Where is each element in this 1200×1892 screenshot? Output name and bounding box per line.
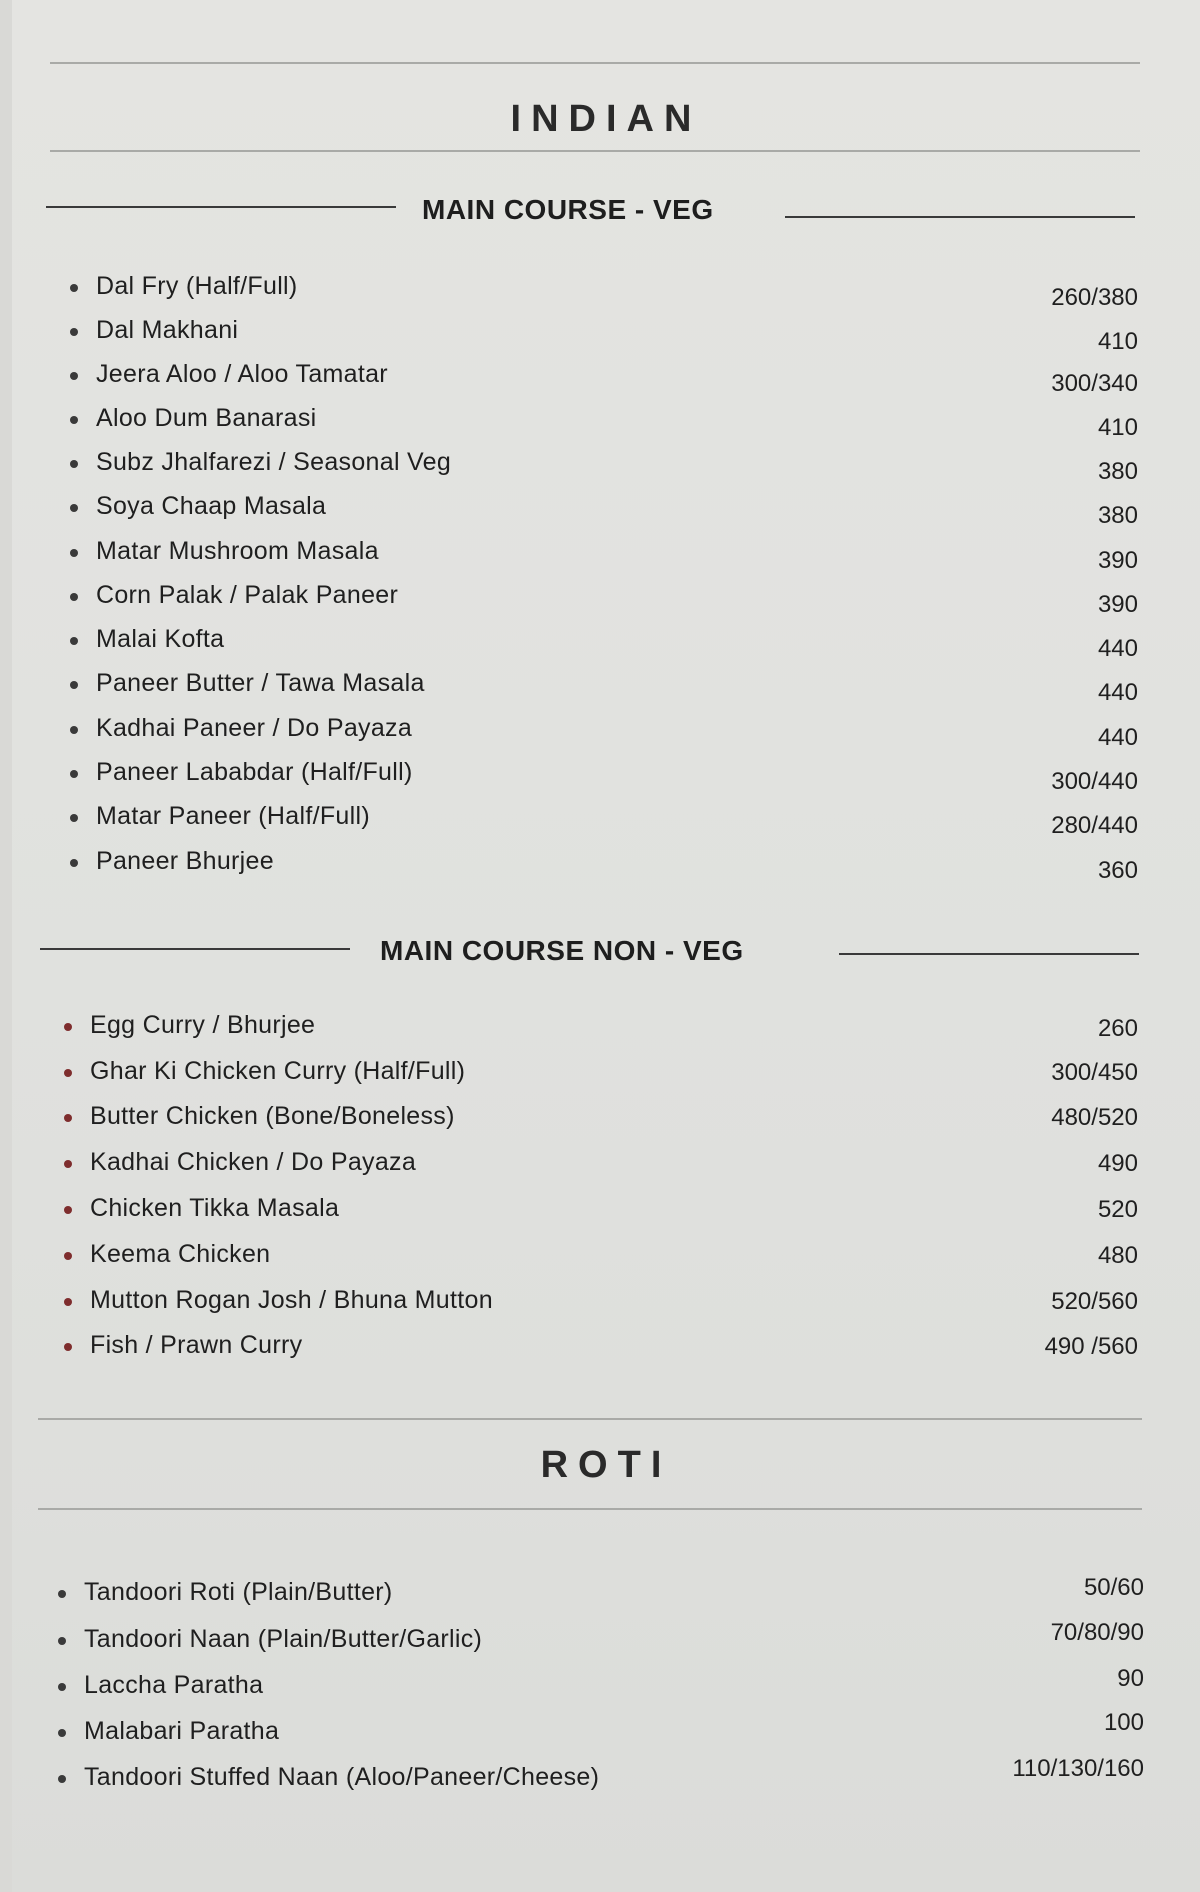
list-item [70, 444, 1138, 484]
dish-name: Tandoori Roti (Plain/Butter) [84, 1578, 393, 1606]
dish-name: Soya Chaap Masala [96, 492, 327, 520]
list-item [58, 1667, 1144, 1707]
bullet-icon [64, 1252, 72, 1260]
dish-name: Keema Chicken [90, 1240, 271, 1268]
dish-name: Egg Curry / Bhurjee [90, 1011, 316, 1039]
roti-top-divider [38, 1418, 1142, 1420]
dish-price: 440 [1097, 724, 1138, 751]
list-item [64, 1236, 1138, 1276]
dish-price: 390 [1097, 547, 1138, 574]
dish-price: 260/380 [1051, 284, 1138, 311]
bullet-icon [70, 681, 78, 689]
bullet-icon [58, 1590, 66, 1598]
dish-name: Mutton Rogan Josh / Bhuna Mutton [90, 1286, 493, 1314]
dish-price: 360 [1097, 857, 1138, 884]
dish-name: Matar Mushroom Masala [96, 537, 379, 565]
dish-name: Chicken Tikka Masala [90, 1194, 340, 1222]
list-item [64, 1144, 1138, 1184]
dish-name: Paneer Butter / Tawa Masala [96, 669, 425, 697]
dish-name: Fish / Prawn Curry [90, 1331, 303, 1359]
dish-name: Matar Paneer (Half/Full) [96, 802, 370, 830]
list-item [70, 400, 1138, 440]
list-item [70, 798, 1138, 838]
page-title: INDIAN [510, 98, 702, 140]
list-item [70, 621, 1138, 661]
dish-name: Paneer Bhurjee [96, 847, 274, 875]
list-item [70, 577, 1138, 617]
list-item [58, 1574, 1144, 1614]
dish-price: 110/130/160 [1012, 1755, 1144, 1782]
bullet-icon [70, 416, 78, 424]
dish-name: Ghar Ki Chicken Curry (Half/Full) [90, 1057, 466, 1085]
bullet-icon [64, 1069, 72, 1077]
bullet-icon [70, 284, 78, 292]
dish-price: 380 [1097, 458, 1138, 485]
bullet-icon [70, 726, 78, 734]
dish-price: 480/520 [1051, 1104, 1138, 1131]
bullet-icon [64, 1343, 72, 1351]
list-item [64, 1007, 1138, 1047]
dish-name: Dal Makhani [96, 316, 239, 344]
dish-price: 390 [1097, 591, 1138, 618]
bullet-icon [70, 859, 78, 867]
bullet-icon [58, 1729, 66, 1737]
list-item [58, 1755, 1144, 1799]
dish-price: 260 [1097, 1015, 1138, 1042]
dish-price: 90 [1117, 1665, 1144, 1692]
dish-price: 100 [1103, 1709, 1144, 1736]
list-item [58, 1621, 1144, 1661]
bullet-icon [64, 1298, 72, 1306]
dish-name: Paneer Lababdar (Half/Full) [96, 758, 413, 786]
dish-price: 300/340 [1051, 370, 1138, 397]
bullet-icon [64, 1114, 72, 1122]
list-item [58, 1709, 1144, 1753]
list-item [70, 268, 1138, 311]
dish-name: Malai Kofta [96, 625, 225, 653]
list-item [64, 1053, 1138, 1093]
dish-price: 380 [1097, 502, 1138, 529]
dish-name: Jeera Aloo / Aloo Tamatar [96, 360, 388, 388]
top-divider [50, 62, 1140, 64]
dish-name: Aloo Dum Banarasi [96, 404, 317, 432]
dish-name: Malabari Paratha [84, 1717, 280, 1745]
list-item [70, 488, 1138, 528]
bullet-icon [70, 593, 78, 601]
dish-price: 300/450 [1051, 1059, 1138, 1086]
dish-price: 410 [1097, 328, 1138, 355]
dish-name: Laccha Paratha [84, 1671, 264, 1699]
dish-price: 490 [1097, 1150, 1138, 1177]
list-item [70, 665, 1138, 705]
roti-bottom-divider [38, 1508, 1142, 1510]
dish-name: Corn Palak / Palak Paneer [96, 581, 399, 609]
bullet-icon [64, 1206, 72, 1214]
bullet-icon [70, 637, 78, 645]
veg-section-heading: MAIN COURSE - VEG [422, 194, 714, 225]
dish-price: 300/440 [1051, 768, 1138, 795]
dish-name: Tandoori Naan (Plain/Butter/Garlic) [84, 1625, 483, 1653]
dish-name: Subz Jhalfarezi / Seasonal Veg [96, 448, 452, 476]
bullet-icon [70, 549, 78, 557]
roti-title: ROTI [540, 1444, 672, 1486]
bullet-icon [70, 328, 78, 336]
dish-name: Kadhai Chicken / Do Payaza [90, 1148, 417, 1176]
list-item [70, 710, 1138, 750]
dish-price: 490 /560 [1044, 1333, 1138, 1360]
title-divider [50, 150, 1140, 152]
list-item [64, 1098, 1138, 1138]
bullet-icon [70, 460, 78, 468]
menu-page [12, 0, 1200, 1892]
bullet-icon [70, 814, 78, 822]
list-item [64, 1190, 1138, 1230]
dish-price: 520/560 [1051, 1288, 1138, 1315]
list-item [70, 843, 1138, 883]
dish-price: 520 [1097, 1196, 1138, 1223]
dish-name: Butter Chicken (Bone/Boneless) [90, 1102, 455, 1130]
bullet-icon [70, 504, 78, 512]
bullet-icon [70, 372, 78, 380]
nonveg-heading-rule-right [839, 953, 1139, 955]
nonveg-heading-rule-left [40, 948, 350, 950]
dish-price: 440 [1097, 679, 1138, 706]
dish-name: Tandoori Stuffed Naan (Aloo/Paneer/Cheese) [84, 1763, 600, 1791]
bullet-icon [64, 1160, 72, 1168]
dish-name: Dal Fry (Half/Full) [96, 272, 298, 300]
list-item [70, 533, 1138, 573]
bullet-icon [58, 1683, 66, 1691]
bullet-icon [58, 1637, 66, 1645]
nonveg-section-heading: MAIN COURSE NON - VEG [380, 935, 744, 966]
dish-price: 50/60 [1083, 1574, 1144, 1601]
dish-name: Kadhai Paneer / Do Payaza [96, 714, 413, 742]
bullet-icon [70, 770, 78, 778]
dish-price: 280/440 [1051, 812, 1138, 839]
list-item [70, 356, 1138, 396]
veg-heading-rule-right [785, 216, 1135, 218]
dish-price: 440 [1097, 635, 1138, 662]
list-item [64, 1327, 1138, 1367]
list-item [64, 1282, 1138, 1322]
list-item [70, 754, 1138, 794]
veg-heading-rule-left [46, 206, 396, 208]
list-item [70, 312, 1138, 355]
bullet-icon [58, 1775, 66, 1783]
bullet-icon [64, 1023, 72, 1031]
dish-price: 480 [1097, 1242, 1138, 1269]
dish-price: 410 [1097, 414, 1138, 441]
dish-price: 70/80/90 [1050, 1619, 1144, 1646]
